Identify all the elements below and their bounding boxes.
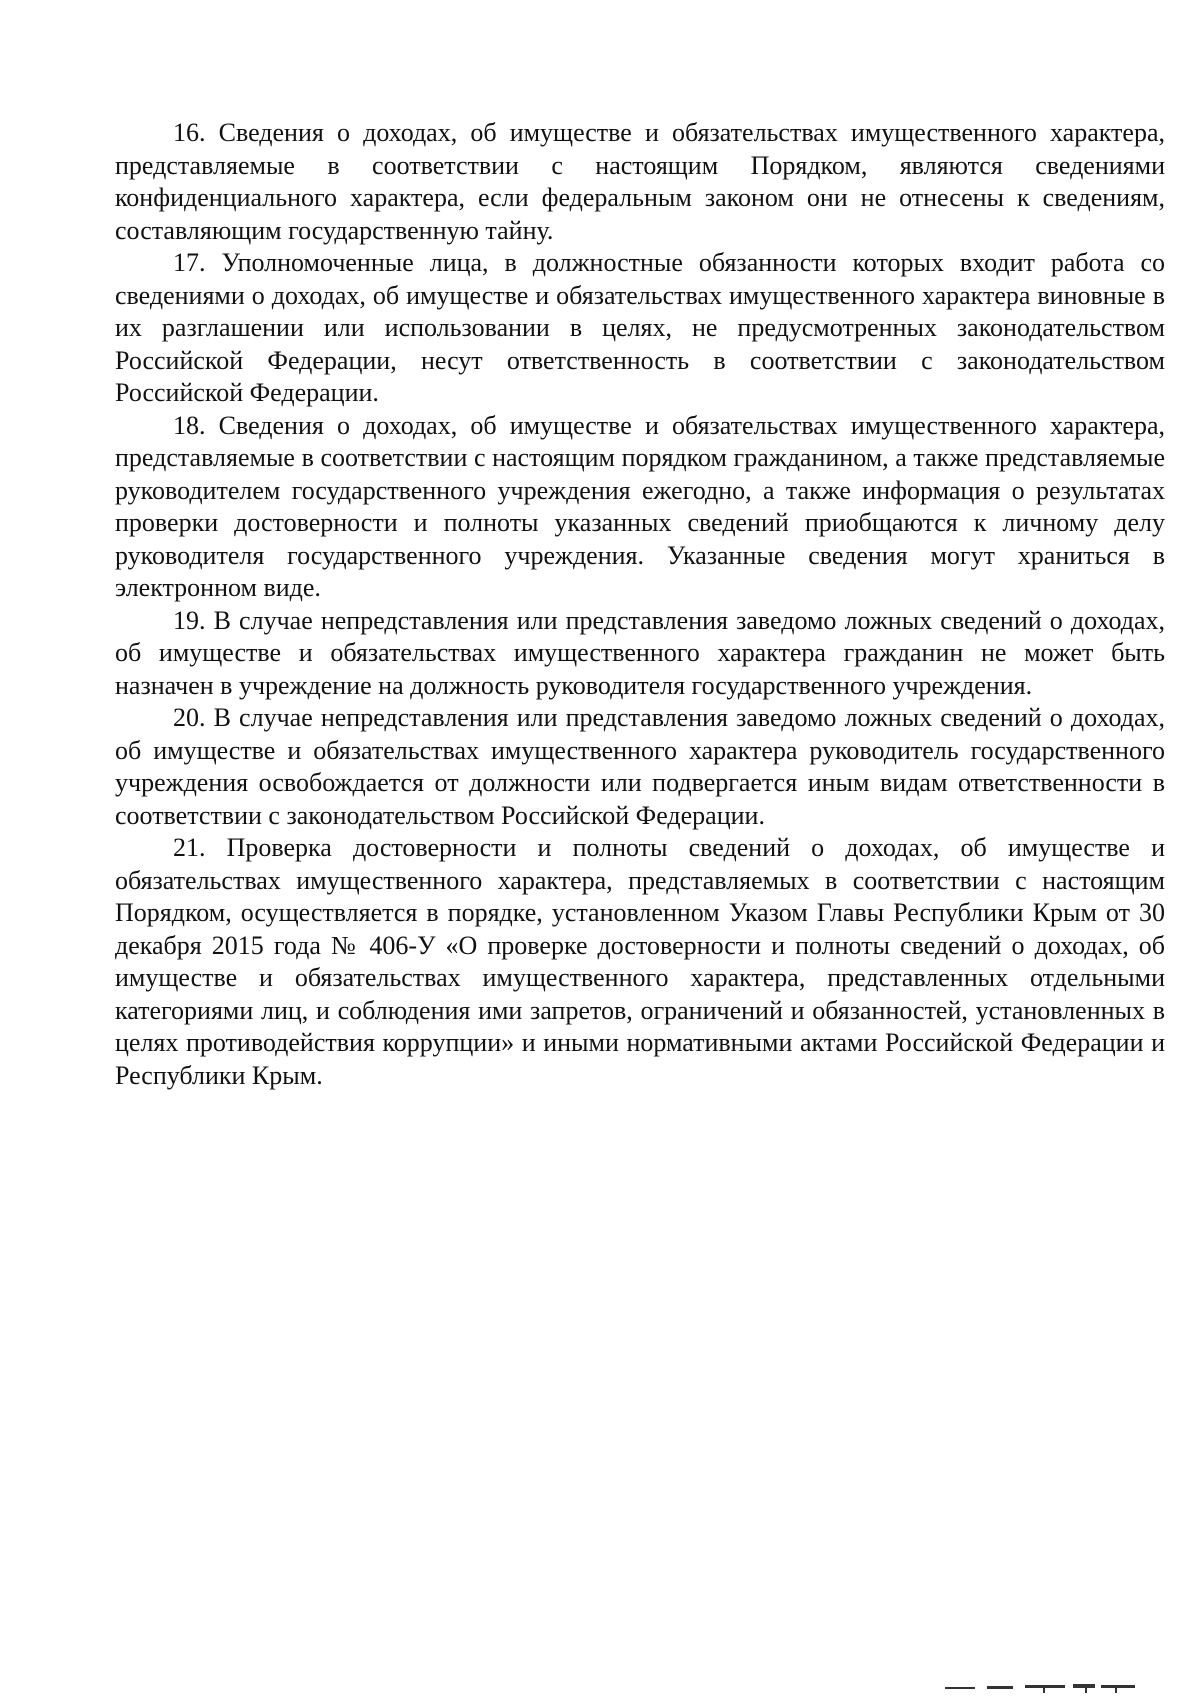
paragraph-21: 21. Проверка достоверности и полноты сведений о доходах, об имуществе и обязательствах имущественного характера, представляемых в соответствии с настоящим Порядком, осуществляется в порядке, установленном Указом Главы Республики Крым от 30 декабря 2015 года № 406-У «О проверке достоверности и полноты сведений о доходах, об имуществе и обязательствах имущественного характера, представленных отдельными категориями лиц, и соблюдения ими запретов, ограничений и обязанностей, установленных в целях противодействия коррупции» и иными нормативными актами Российской Федерации и Республики Крым. [115,833,1165,1090]
paragraph-19: 19. В случае непредставления или представления заведомо ложных сведений о доходах, об имуществе и обязательствах имущественного характера гражданин не может быть назначен в учреждение на должность руководителя государственного учреждения. [115,605,1165,700]
scan-artifact-marks [945,1683,1140,1693]
paragraph-18: 18. Сведения о доходах, об имуществе и обязательствах имущественного характера, представляемые в соответствии с настоящим порядком гражданином, а также представляемые руководителем государственного учреждения ежегодно, а также информация о результатах проверки достоверности и полноты указанных сведений приобщаются к личному делу руководителя государственного учреждения. Указанные сведения могут храниться в электронном виде. [115,410,1165,602]
paragraph-20: 20. В случае непредставления или представления заведомо ложных сведений о доходах, об имуществе и обязательствах имущественного характера руководитель государственного учреждения освобождается от должности или подвергается иным видам ответственности в соответствии с законодательством Российской Федерации. [115,703,1165,830]
paragraph-16: 16. Сведения о доходах, об имуществе и обязательствах имущественного характера, представляемые в соответствии с настоящим Порядком, являются сведениями конфиденциального характера, если федеральным законом они не отнесены к сведениям, составляющим государственную тайну. [115,118,1165,245]
paragraph-17: 17. Уполномоченные лица, в должностные обязанности которых входит работа со сведениями о доходах, об имуществе и обязательствах имущественного характера виновные в их разглашении или использовании в целях, не предусмотренных законодательством Российской Федерации, несут ответственность в соответствии с законодательством Российской Федерации. [115,248,1165,407]
document-body [115,117,1165,1092]
